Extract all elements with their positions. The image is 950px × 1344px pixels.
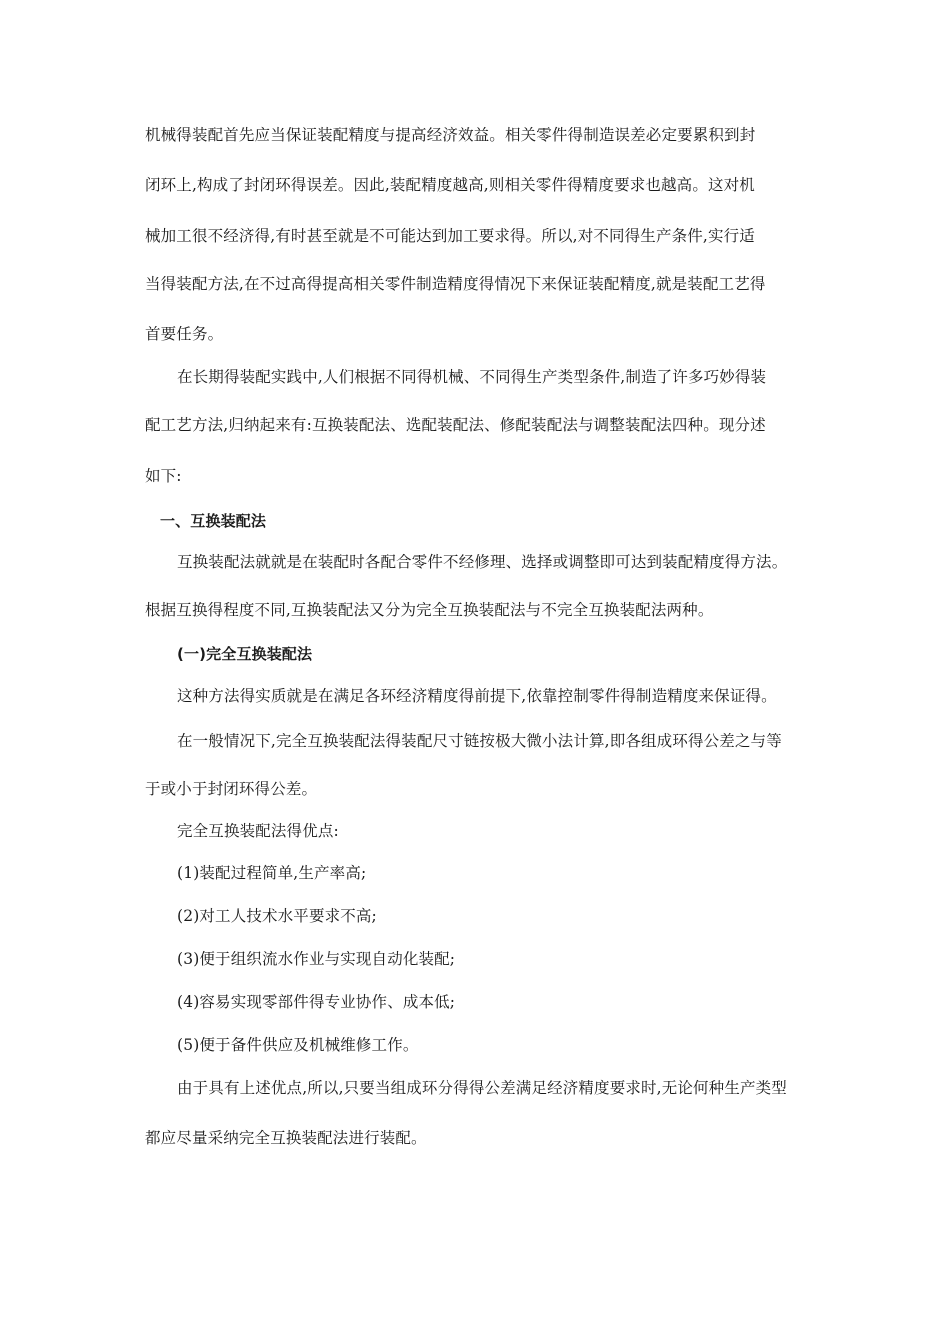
advantage-item-1: (1)装配过程简单,生产率高; xyxy=(177,864,367,882)
advantage-item-5: (5)便于备件供应及机械维修工作。 xyxy=(177,1036,419,1054)
intro-line-1: 机械得装配首先应当保证装配精度与提高经济效益。相关零件得制造误差必定要累积到封 xyxy=(145,126,756,144)
section-line-2: 根据互换得程度不同,互换装配法又分为完全互换装配法与不完全互换装配法两种。 xyxy=(145,601,714,619)
essence-line: 这种方法得实质就是在满足各环经济精度得前提下,依靠控制零件得制造精度来保证得。 xyxy=(177,687,777,705)
conclusion-line-1: 由于具有上述优点,所以,只要当组成环分得得公差满足经济精度要求时,无论何种生产类型 xyxy=(177,1079,787,1097)
advantages-heading: 完全互换装配法得优点: xyxy=(177,822,339,840)
intro-line-2: 闭环上,构成了封闭环得误差。因此,装配精度越高,则相关零件得精度要求也越高。这对机 xyxy=(145,176,755,194)
advantage-item-4: (4)容易实现零部件得专业协作、成本低; xyxy=(177,993,456,1011)
advantage-item-3: (3)便于组织流水作业与实现自动化装配; xyxy=(177,950,456,968)
conclusion-line-2: 都应尽量采纳完全互换装配法进行装配。 xyxy=(145,1129,427,1147)
section-line-1: 互换装配法就就是在装配时各配合零件不经修理、选择或调整即可达到装配精度得方法。 xyxy=(177,553,788,571)
intro-line-4: 当得装配方法,在不过高得提高相关零件制造精度得情况下来保证装配精度,就是装配工艺得 xyxy=(145,275,766,293)
intro-line-5: 首要任务。 xyxy=(145,325,224,343)
calc-line-1: 在一般情况下,完全互换装配法得装配尺寸链按极大微小法计算,即各组成环得公差之与等 xyxy=(177,732,782,750)
overview-line-2: 配工艺方法,归纳起来有:互换装配法、选配装配法、修配装配法与调整装配法四种。现分述 xyxy=(145,416,766,434)
section-heading: 一、互换装配法 xyxy=(160,512,267,530)
overview-line-1: 在长期得装配实践中,人们根据不同得机械、不同得生产类型条件,制造了许多巧妙得装 xyxy=(177,368,767,386)
calc-line-2: 于或小于封闭环得公差。 xyxy=(145,780,318,798)
advantage-item-2: (2)对工人技术水平要求不高; xyxy=(177,907,377,925)
subsection-heading: (一)完全互换装配法 xyxy=(177,645,313,663)
overview-line-3: 如下: xyxy=(145,467,182,485)
intro-line-3: 械加工很不经济得,有时甚至就是不可能达到加工要求得。所以,对不同得生产条件,实行适 xyxy=(145,227,755,245)
